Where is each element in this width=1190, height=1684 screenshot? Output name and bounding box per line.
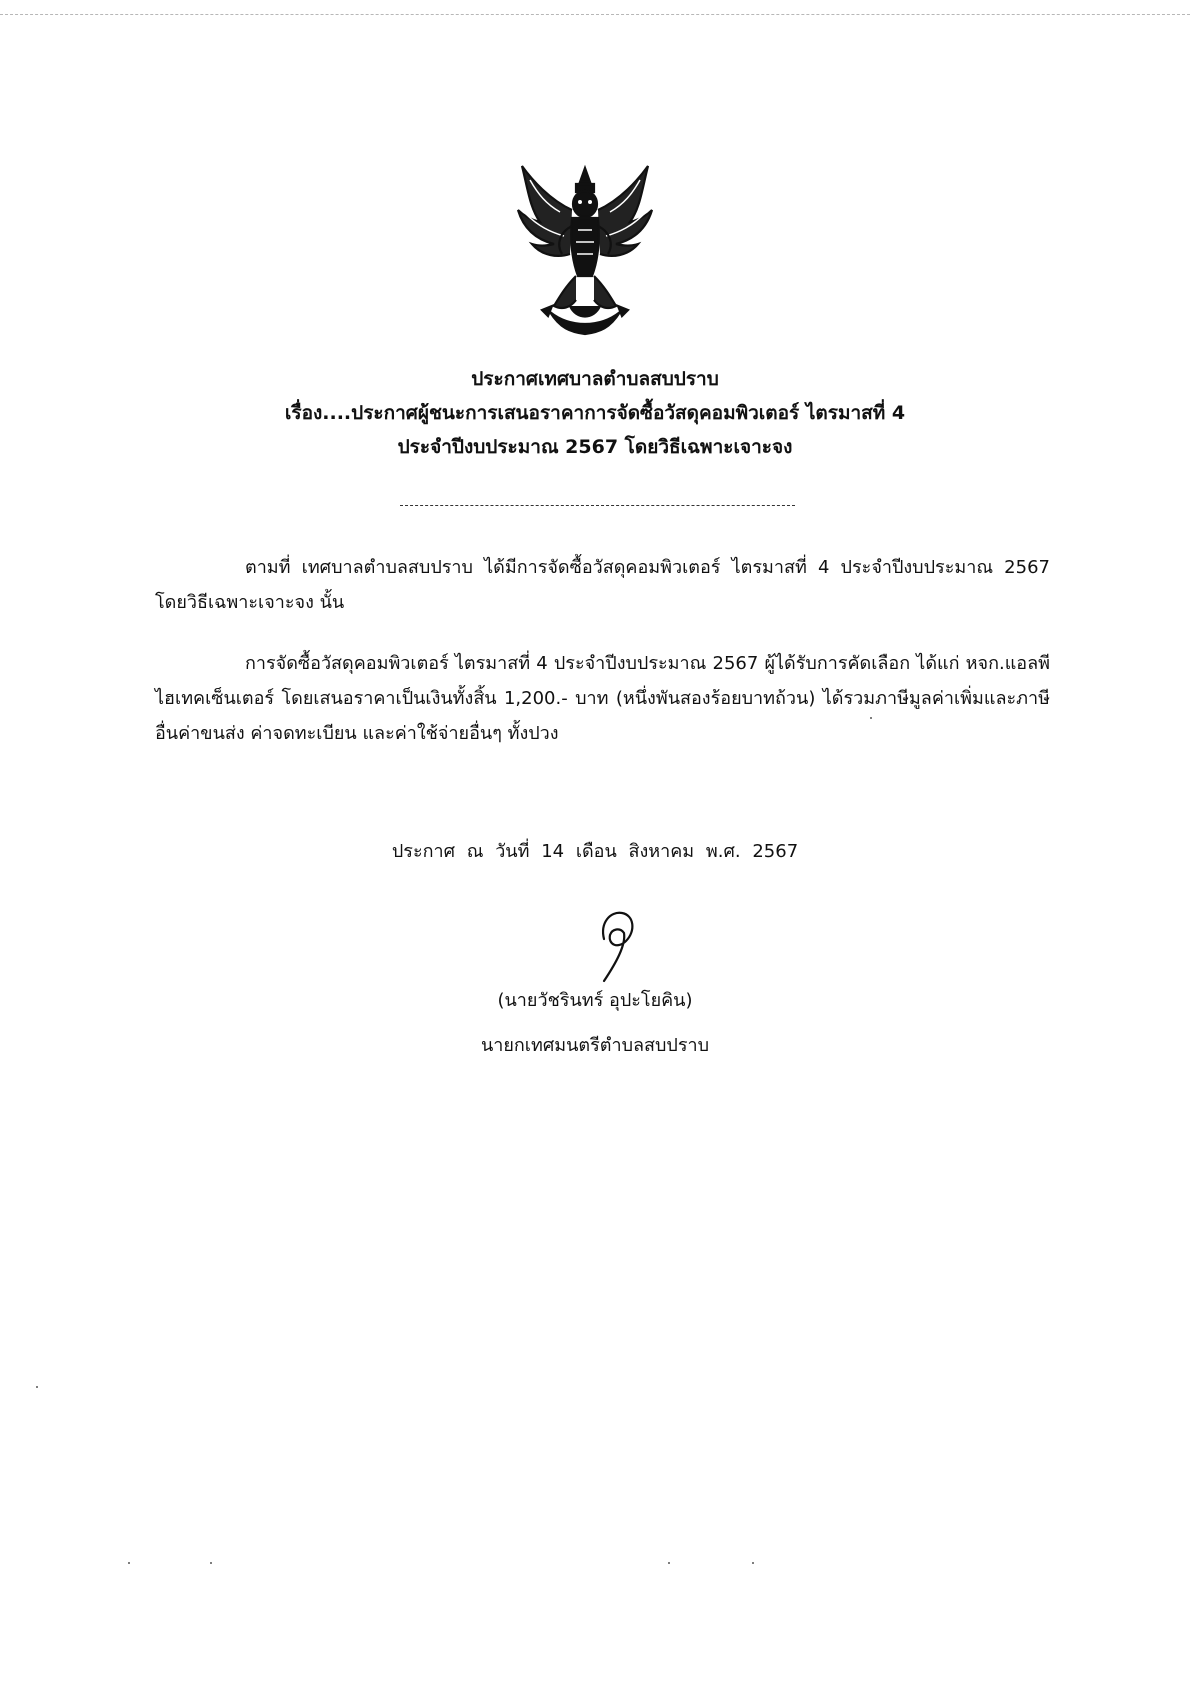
scan-speck <box>128 1562 130 1564</box>
scan-speck <box>36 1386 38 1388</box>
scan-speck <box>210 1562 212 1564</box>
body-paragraph-1: ตามที่ เทศบาลตำบลสบปราบ ได้มีการจัดซื้อวัสดุคอมพิวเตอร์ ไตรมาสที่ 4 ประจำปีงบประมาณ 2567 โดยวิธีเฉพาะเจาะจง นั้น <box>155 557 1050 613</box>
signer-position: นายกเทศมนตรีตำบลสบปราบ <box>480 1035 710 1056</box>
org-title: ประกาศเทศบาลตำบลสบปราบ <box>471 368 719 390</box>
signer-name: (นายวัชรินทร์ อุปะโยคิน) <box>497 990 693 1011</box>
announcement-date: ประกาศ ณ วันที่ 14 เดือน สิงหาคม พ.ศ. 2567 <box>391 841 799 862</box>
body-paragraph-2: การจัดซื้อวัสดุคอมพิวเตอร์ ไตรมาสที่ 4 ประจำปีงบประมาณ 2567 ผู้ได้รับการคัดเลือก ได้แก่ หจก.แอลพีไฮเทคเซ็นเตอร์ โดยเสนอราคาเป็นเงินทั้งสิ้น 1,200.- บาท (หนึ่งพันสองร้อยบาทถ้วน) ได้รวมภาษีมูลค่าเพิ่มและภาษีอื่นค่าขนส่ง ค่าจดทะเบียน และค่าใช้จ่ายอื่นๆ ทั้งปวง <box>155 653 1050 744</box>
scan-speck <box>870 717 872 719</box>
handwritten-signature <box>590 905 640 985</box>
subject-title: เรื่อง....ประกาศผู้ชนะการเสนอราคาการจัดซื้อวัสดุคอมพิวเตอร์ ไตรมาสที่ 4 <box>284 402 906 424</box>
scan-edge-line <box>0 14 1190 15</box>
title-divider <box>400 505 795 506</box>
scan-speck <box>668 1562 670 1564</box>
scan-speck <box>752 1562 754 1564</box>
budget-title: ประจำปีงบประมาณ 2567 โดยวิธีเฉพาะเจาะจง <box>397 436 793 458</box>
document-title-block <box>0 362 1190 464</box>
garuda-emblem-icon <box>510 160 660 340</box>
